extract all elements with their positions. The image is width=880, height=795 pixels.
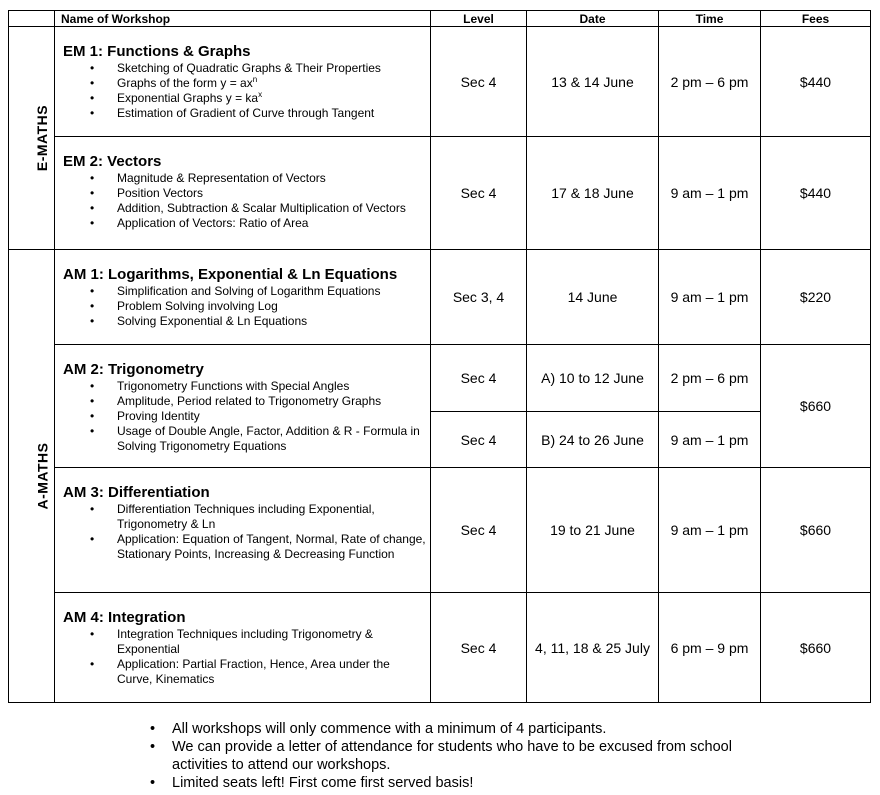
workshop-cell: [55, 27, 431, 137]
workshop-title: AM 3: Differentiation: [63, 484, 210, 501]
header-date: Date: [527, 11, 659, 27]
topic-item: • Position Vectors: [117, 186, 426, 201]
table-row: [9, 137, 871, 250]
exponent: x: [258, 90, 263, 99]
topic-item: • Estimation of Gradient of Curve through Tangent: [117, 106, 426, 121]
category-label: E-MATHS: [34, 104, 51, 172]
header-row: [9, 11, 871, 27]
category-amaths: [9, 250, 55, 703]
topic-list: [63, 171, 426, 231]
workshop-title: AM 2: Trigonometry: [63, 361, 204, 378]
topic-item: • Trigonometry Functions with Special Angles: [117, 379, 426, 394]
header-name: Name of Workshop: [55, 11, 431, 27]
level-cell: Sec 4: [431, 345, 527, 412]
table-row: [9, 593, 871, 703]
topic-item: • Amplitude, Period related to Trigonometry Graphs: [117, 394, 426, 409]
date-cell: A) 10 to 12 June: [527, 345, 659, 412]
date-cell: 14 June: [527, 250, 659, 345]
workshop-title: AM 4: Integration: [63, 609, 186, 626]
notes-list: [150, 720, 790, 792]
topic-item: • Addition, Subtraction & Scalar Multiplication of Vectors: [117, 201, 426, 216]
time-cell: 9 am – 1 pm: [659, 412, 761, 468]
header-fees: Fees: [761, 11, 871, 27]
workshop-title: AM 1: Logarithms, Exponential & Ln Equations: [63, 266, 398, 283]
topic-item: • Solving Exponential & Ln Equations: [117, 314, 426, 329]
fees-cell: $660: [761, 345, 871, 468]
fees-cell: $220: [761, 250, 871, 345]
topic-item: • Integration Techniques including Trigonometry & Exponential: [117, 627, 426, 657]
topic-item: [117, 76, 426, 91]
topic-list: [63, 61, 426, 121]
workshop-cell: [55, 137, 431, 250]
time-cell: 2 pm – 6 pm: [659, 345, 761, 412]
topic-item: • Magnitude & Representation of Vectors: [117, 171, 426, 186]
table-row: [9, 345, 871, 412]
time-cell: 9 am – 1 pm: [659, 468, 761, 593]
topic-item: • Proving Identity: [117, 409, 426, 424]
topic-item: • Simplification and Solving of Logarithm Equations: [117, 284, 426, 299]
workshop-cell: [55, 468, 431, 593]
category-label: A-MATHS: [34, 442, 51, 510]
exponent: n: [252, 75, 258, 84]
workshop-title: EM 1: Functions & Graphs: [63, 43, 251, 60]
topic-item: • Differentiation Techniques including Exponential, Trigonometry & Ln: [117, 502, 426, 532]
time-cell: 9 am – 1 pm: [659, 137, 761, 250]
level-cell: Sec 4: [431, 27, 527, 137]
topic-list: [63, 379, 426, 454]
date-cell: 19 to 21 June: [527, 468, 659, 593]
time-cell: 2 pm – 6 pm: [659, 27, 761, 137]
topic-list: [63, 627, 426, 687]
fees-cell: $440: [761, 27, 871, 137]
topic-item: • Sketching of Quadratic Graphs & Their Properties: [117, 61, 426, 76]
date-cell: 17 & 18 June: [527, 137, 659, 250]
topic-text: Exponential Graphs y = ka: [117, 91, 259, 105]
level-cell: Sec 3, 4: [431, 250, 527, 345]
topic-text: Graphs of the form y = ax: [117, 76, 253, 90]
workshop-cell: [55, 250, 431, 345]
level-cell: Sec 4: [431, 468, 527, 593]
workshop-cell: [55, 593, 431, 703]
category-emaths: [9, 27, 55, 250]
fees-cell: $440: [761, 137, 871, 250]
workshop-cell: [55, 345, 431, 468]
topic-item: • Usage of Double Angle, Factor, Addition & R - Formula in Solving Trigonometry Equations: [117, 424, 426, 454]
note-item: • Limited seats left! First come first served basis!: [150, 774, 790, 792]
level-cell: Sec 4: [431, 412, 527, 468]
date-cell: 4, 11, 18 & 25 July: [527, 593, 659, 703]
topic-item: • Application of Vectors: Ratio of Area: [117, 216, 426, 231]
header-blank: [9, 11, 55, 27]
time-cell: 9 am – 1 pm: [659, 250, 761, 345]
table-row: [9, 468, 871, 593]
date-cell: B) 24 to 26 June: [527, 412, 659, 468]
table-row: [9, 27, 871, 137]
workshop-title: EM 2: Vectors: [63, 153, 162, 170]
topic-item: • Application: Equation of Tangent, Normal, Rate of change, Stationary Points, Increasing & Decreasing Function: [117, 532, 426, 562]
time-cell: 6 pm – 9 pm: [659, 593, 761, 703]
topic-list: [63, 284, 426, 329]
note-item: • All workshops will only commence with a minimum of 4 participants.: [150, 720, 790, 738]
table-row: [9, 250, 871, 345]
topic-list: [63, 502, 426, 562]
workshop-schedule-table: [8, 10, 871, 703]
fees-cell: $660: [761, 468, 871, 593]
header-level: Level: [431, 11, 527, 27]
header-time: Time: [659, 11, 761, 27]
date-cell: 13 & 14 June: [527, 27, 659, 137]
topic-item: • Application: Partial Fraction, Hence, Area under the Curve, Kinematics: [117, 657, 426, 687]
note-item: • We can provide a letter of attendance for students who have to be excused from school activities to attend our workshops.: [150, 738, 790, 774]
topic-item: [117, 91, 426, 106]
level-cell: Sec 4: [431, 137, 527, 250]
fees-cell: $660: [761, 593, 871, 703]
level-cell: Sec 4: [431, 593, 527, 703]
topic-item: • Problem Solving involving Log: [117, 299, 426, 314]
